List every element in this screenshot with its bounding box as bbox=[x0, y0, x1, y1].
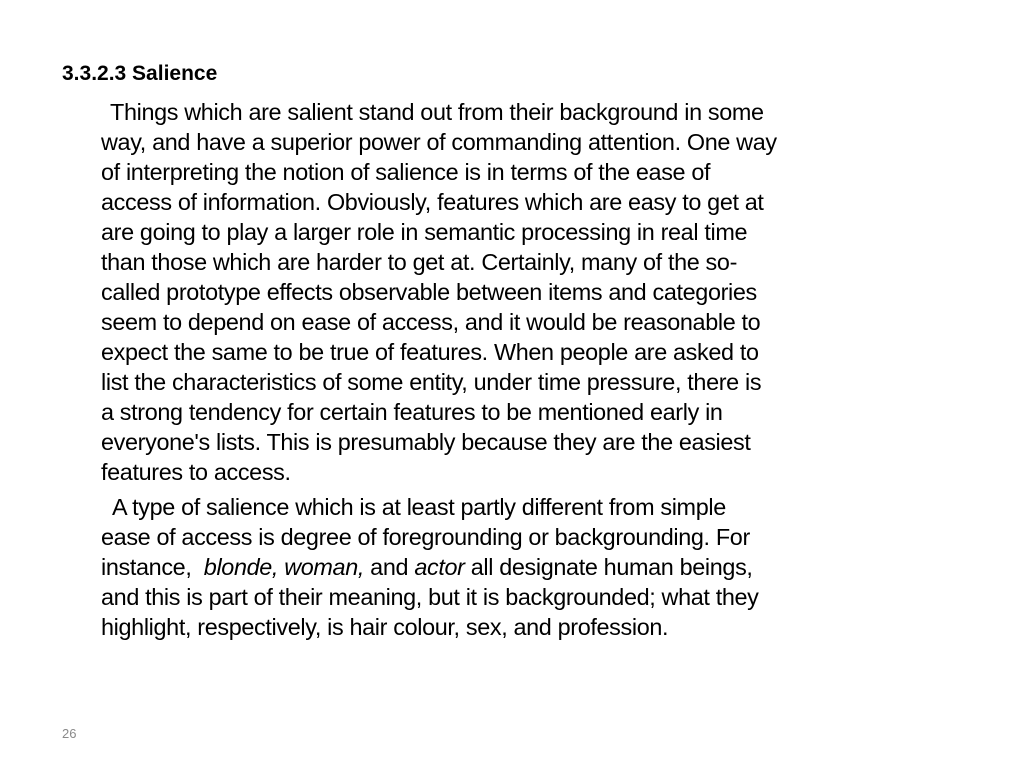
paragraph-salience-definition bbox=[101, 97, 971, 487]
text-line: seem to depend on ease of access, and it would be reasonable to bbox=[101, 309, 761, 335]
italic-example-term: actor bbox=[414, 554, 465, 580]
text-line-with-examples bbox=[101, 552, 971, 582]
slide-number: 26 bbox=[62, 726, 77, 741]
text-segment: and bbox=[364, 554, 415, 580]
text-line: everyone's lists. This is presumably because they are the easiest bbox=[101, 429, 751, 455]
text-line: A type of salience which is at least partly different from simple bbox=[112, 494, 726, 520]
text-line: Things which are salient stand out from their background in some bbox=[110, 99, 764, 125]
italic-example-terms: blonde, woman, bbox=[203, 554, 365, 580]
text-line: list the characteristics of some entity, under time pressure, there is bbox=[101, 369, 762, 395]
text-segment: all designate human beings, bbox=[464, 554, 753, 580]
text-line: way, and have a superior power of commanding attention. One way bbox=[101, 129, 777, 155]
text-line: and this is part of their meaning, but it is backgrounded; what they bbox=[101, 584, 759, 610]
text-line: are going to play a larger role in semantic processing in real time bbox=[101, 219, 748, 245]
text-line: ease of access is degree of foregrounding or backgrounding. For bbox=[101, 524, 750, 550]
text-line: highlight, respectively, is hair colour, sex, and profession. bbox=[101, 614, 669, 640]
text-line: expect the same to be true of features. When people are asked to bbox=[101, 339, 759, 365]
text-segment: instance, bbox=[101, 554, 204, 580]
text-line: features to access. bbox=[101, 459, 291, 485]
text-line: called prototype effects observable between items and categories bbox=[101, 279, 757, 305]
text-line: of interpreting the notion of salience is in terms of the ease of bbox=[101, 159, 711, 185]
slide-body bbox=[101, 97, 971, 642]
paragraph-foregrounding bbox=[101, 492, 971, 642]
text-line: than those which are harder to get at. Certainly, many of the so- bbox=[101, 249, 738, 275]
text-line: a strong tendency for certain features to be mentioned early in bbox=[101, 399, 723, 425]
section-heading: 3.3.2.3 Salience bbox=[62, 62, 218, 85]
text-line: access of information. Obviously, features which are easy to get at bbox=[101, 189, 764, 215]
